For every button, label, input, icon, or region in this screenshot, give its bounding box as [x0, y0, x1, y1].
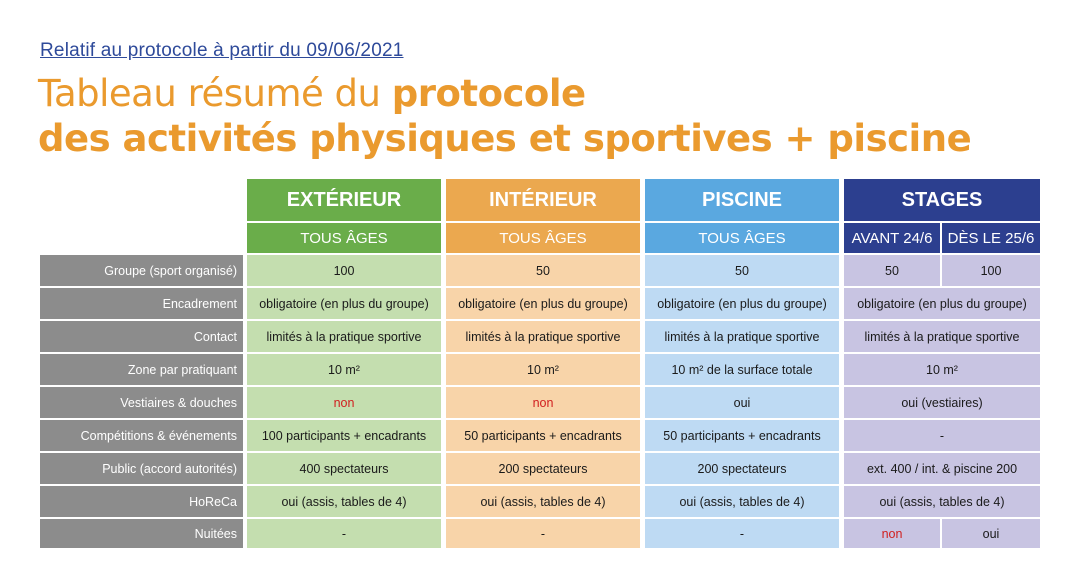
cell-encadrement-piscine: obligatoire (en plus du groupe): [645, 288, 839, 319]
cell-public-stages: ext. 400 / int. & piscine 200: [844, 453, 1040, 484]
cell-competitions-piscine: 50 participants + encadrants: [645, 420, 839, 451]
cell-groupe-piscine: 50: [645, 255, 839, 286]
cell-encadrement-exterieur: obligatoire (en plus du groupe): [247, 288, 441, 319]
cell-public-interieur: 200 spectateurs: [446, 453, 640, 484]
subheader-exterieur: TOUS ÂGES: [247, 223, 441, 253]
cell-contact-interieur: limités à la pratique sportive: [446, 321, 640, 352]
title-line-1-bold: protocole: [391, 72, 586, 115]
subheader-stages-avant: AVANT 24/6: [844, 223, 940, 253]
cell-vestiaires-interieur: non: [446, 387, 640, 418]
cell-zone-exterieur: 10 m²: [247, 354, 441, 385]
cell-zone-interieur: 10 m²: [446, 354, 640, 385]
cell-encadrement-interieur: obligatoire (en plus du groupe): [446, 288, 640, 319]
cell-encadrement-stages: obligatoire (en plus du groupe): [844, 288, 1040, 319]
cell-nuitees-stages-avant: non: [844, 519, 940, 548]
header-exterieur: EXTÉRIEUR: [247, 179, 441, 221]
cell-groupe-interieur: 50: [446, 255, 640, 286]
subheader-piscine: TOUS ÂGES: [645, 223, 839, 253]
cell-nuitees-interieur: -: [446, 519, 640, 548]
title-line-1: [38, 72, 586, 115]
cell-contact-exterieur: limités à la pratique sportive: [247, 321, 441, 352]
row-label-zone: Zone par pratiquant: [40, 354, 243, 385]
cell-horeca-stages: oui (assis, tables de 4): [844, 486, 1040, 517]
cell-public-piscine: 200 spectateurs: [645, 453, 839, 484]
cell-zone-piscine: 10 m² de la surface totale: [645, 354, 839, 385]
cell-competitions-interieur: 50 participants + encadrants: [446, 420, 640, 451]
header-stages: STAGES: [844, 179, 1040, 221]
subheader-interieur: TOUS ÂGES: [446, 223, 640, 253]
cell-horeca-exterieur: oui (assis, tables de 4): [247, 486, 441, 517]
cell-competitions-stages: -: [844, 420, 1040, 451]
cell-nuitees-stages-des: oui: [942, 519, 1040, 548]
row-label-vestiaires: Vestiaires & douches: [40, 387, 243, 418]
row-label-groupe: Groupe (sport organisé): [40, 255, 243, 286]
subheader-stages-des: DÈS LE 25/6: [942, 223, 1040, 253]
row-label-competitions: Compétitions & événements: [40, 420, 243, 451]
row-label-nuitees: Nuitées: [40, 519, 243, 548]
cell-contact-piscine: limités à la pratique sportive: [645, 321, 839, 352]
header-piscine: PISCINE: [645, 179, 839, 221]
cell-vestiaires-exterieur: non: [247, 387, 441, 418]
row-label-horeca: HoReCa: [40, 486, 243, 517]
cell-groupe-stages-avant: 50: [844, 255, 940, 286]
cell-competitions-exterieur: 100 participants + encadrants: [247, 420, 441, 451]
row-label-contact: Contact: [40, 321, 243, 352]
cell-zone-stages: 10 m²: [844, 354, 1040, 385]
cell-contact-stages: limités à la pratique sportive: [844, 321, 1040, 352]
title-line-2: des activités physiques et sportives + piscine: [38, 117, 972, 160]
title-line-1-plain: Tableau résumé du: [38, 72, 392, 115]
cell-horeca-interieur: oui (assis, tables de 4): [446, 486, 640, 517]
cell-public-exterieur: 400 spectateurs: [247, 453, 441, 484]
cell-groupe-stages-des: 100: [942, 255, 1040, 286]
header-interieur: INTÉRIEUR: [446, 179, 640, 221]
row-label-public: Public (accord autorités): [40, 453, 243, 484]
cell-vestiaires-piscine: oui: [645, 387, 839, 418]
cell-vestiaires-stages: oui (vestiaires): [844, 387, 1040, 418]
subtitle: Relatif au protocole à partir du 09/06/2021: [40, 40, 404, 61]
cell-horeca-piscine: oui (assis, tables de 4): [645, 486, 839, 517]
cell-nuitees-piscine: -: [645, 519, 839, 548]
cell-groupe-exterieur: 100: [247, 255, 441, 286]
cell-nuitees-exterieur: -: [247, 519, 441, 548]
row-label-encadrement: Encadrement: [40, 288, 243, 319]
